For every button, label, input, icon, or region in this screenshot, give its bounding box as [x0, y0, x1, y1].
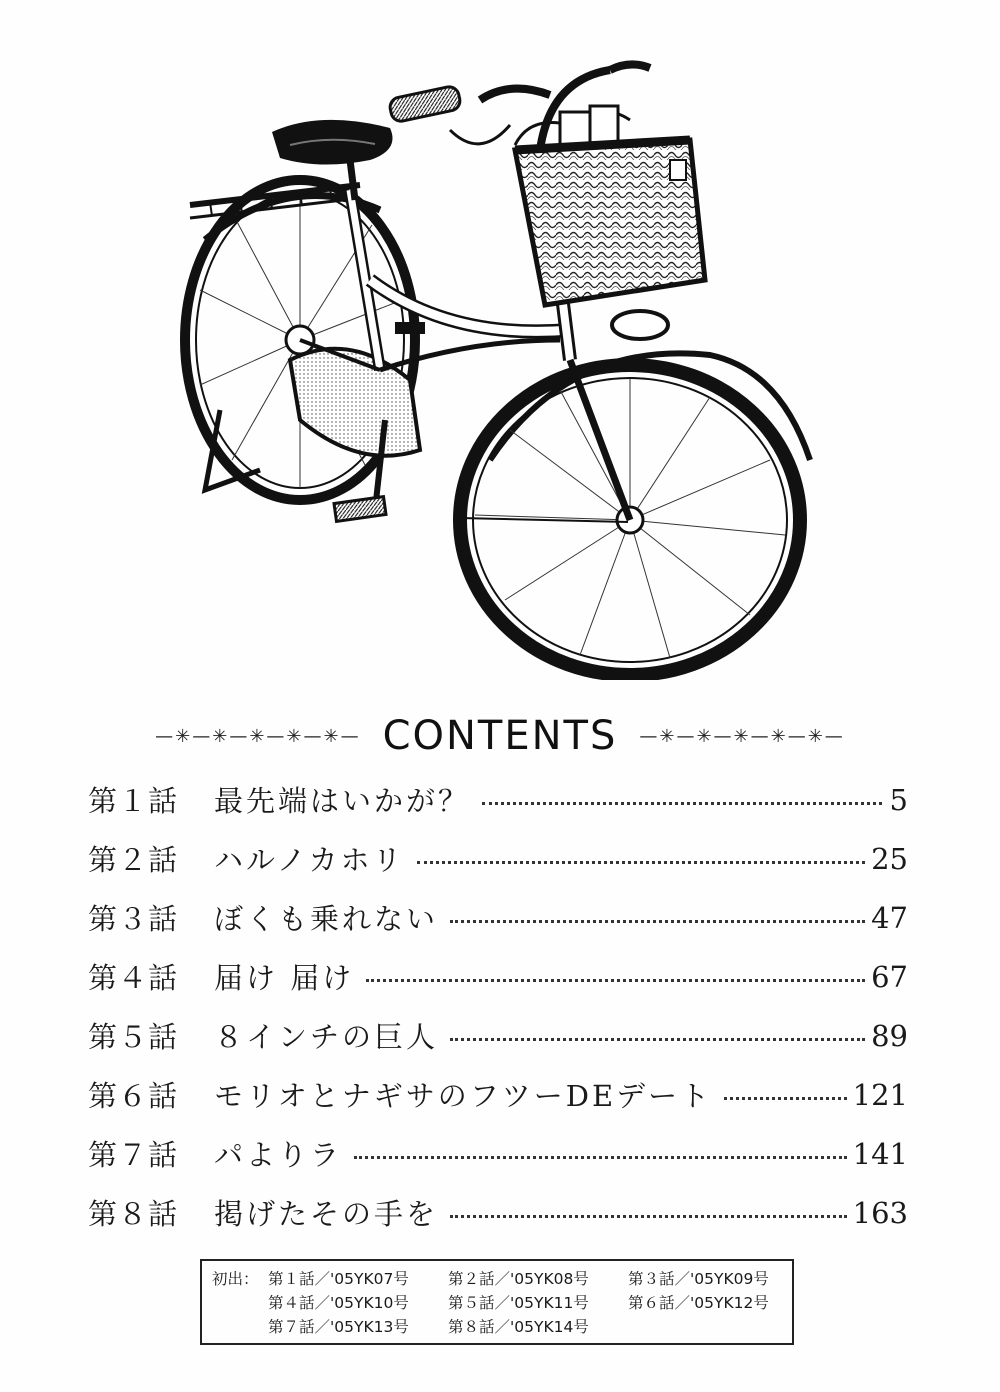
page-number: 163 [852, 1195, 908, 1230]
toc-row[interactable] [88, 947, 908, 1006]
first-appearance-entry: 第７話／'05YK13号 [268, 1318, 409, 1336]
chapter-title: パよりラ [214, 1138, 343, 1172]
chapter-number: 第１話 [88, 784, 179, 818]
chapter-number: 第７話 [88, 1138, 179, 1172]
ornament-right: —✳—✳—✳—✳—✳— [639, 725, 845, 747]
first-appearance-entry: 第２話／'05YK08号 [448, 1270, 589, 1288]
chapter-title: ぼくも乗れない [214, 902, 439, 936]
chapter-title: 掲げたその手を [214, 1197, 439, 1231]
chapter-title: ハルノカホリ [214, 843, 405, 877]
chapter-number: 第３話 [88, 902, 179, 936]
contents-title: CONTENTS [382, 713, 618, 759]
first-appearance-list [268, 1267, 808, 1337]
chapter-title: ８インチの巨人 [214, 1020, 439, 1054]
first-appearance-entry: 第３話／'05YK09号 [628, 1270, 769, 1288]
chapter-number: 第６話 [88, 1079, 179, 1113]
dot-leader [450, 1215, 847, 1218]
dot-leader [724, 1097, 847, 1100]
page-number: 141 [852, 1136, 908, 1171]
chapter-title: モリオとナギサのフツーDEデート [214, 1079, 713, 1113]
chapter-number: 第４話 [88, 961, 179, 995]
chapter-number: 第２話 [88, 843, 179, 877]
page-number: 47 [871, 900, 908, 935]
dot-leader [450, 1038, 865, 1041]
front-wheel [460, 353, 810, 675]
toc-row[interactable] [88, 829, 908, 888]
bicycle-illustration-icon [150, 40, 850, 680]
dot-leader [354, 1156, 847, 1159]
table-of-contents [88, 770, 908, 1242]
chapter-title: 届け 届け [214, 961, 355, 995]
toc-row[interactable] [88, 1065, 908, 1124]
first-appearance-entry: 第５話／'05YK11号 [448, 1294, 589, 1312]
first-appearance-entry: 第８話／'05YK14号 [448, 1318, 589, 1336]
page-number: 121 [852, 1077, 908, 1112]
first-appearance-entry: 第４話／'05YK10号 [268, 1294, 409, 1312]
contents-heading [0, 706, 1000, 766]
toc-row[interactable] [88, 1006, 908, 1065]
dot-leader [482, 802, 882, 805]
ornament-left: —✳—✳—✳—✳—✳— [155, 725, 361, 747]
first-appearance-entry: 第１話／'05YK07号 [268, 1270, 409, 1288]
first-appearance-box [200, 1259, 794, 1345]
toc-row[interactable] [88, 888, 908, 947]
page-number: 5 [889, 782, 908, 817]
dot-leader [417, 861, 866, 864]
chapter-number: 第８話 [88, 1197, 179, 1231]
first-appearance-entry: 第６話／'05YK12号 [628, 1294, 769, 1312]
chapter-title: 最先端はいかが？ [214, 784, 471, 818]
page-number: 67 [871, 959, 908, 994]
toc-row[interactable] [88, 770, 908, 829]
toc-row[interactable] [88, 1183, 908, 1242]
toc-row[interactable] [88, 1124, 908, 1183]
chapter-number: 第５話 [88, 1020, 179, 1054]
dot-leader [366, 979, 865, 982]
page-number: 89 [871, 1018, 908, 1053]
dot-leader [450, 920, 865, 923]
first-appearance-label: 初出： [212, 1270, 259, 1288]
page-number: 25 [871, 841, 908, 876]
